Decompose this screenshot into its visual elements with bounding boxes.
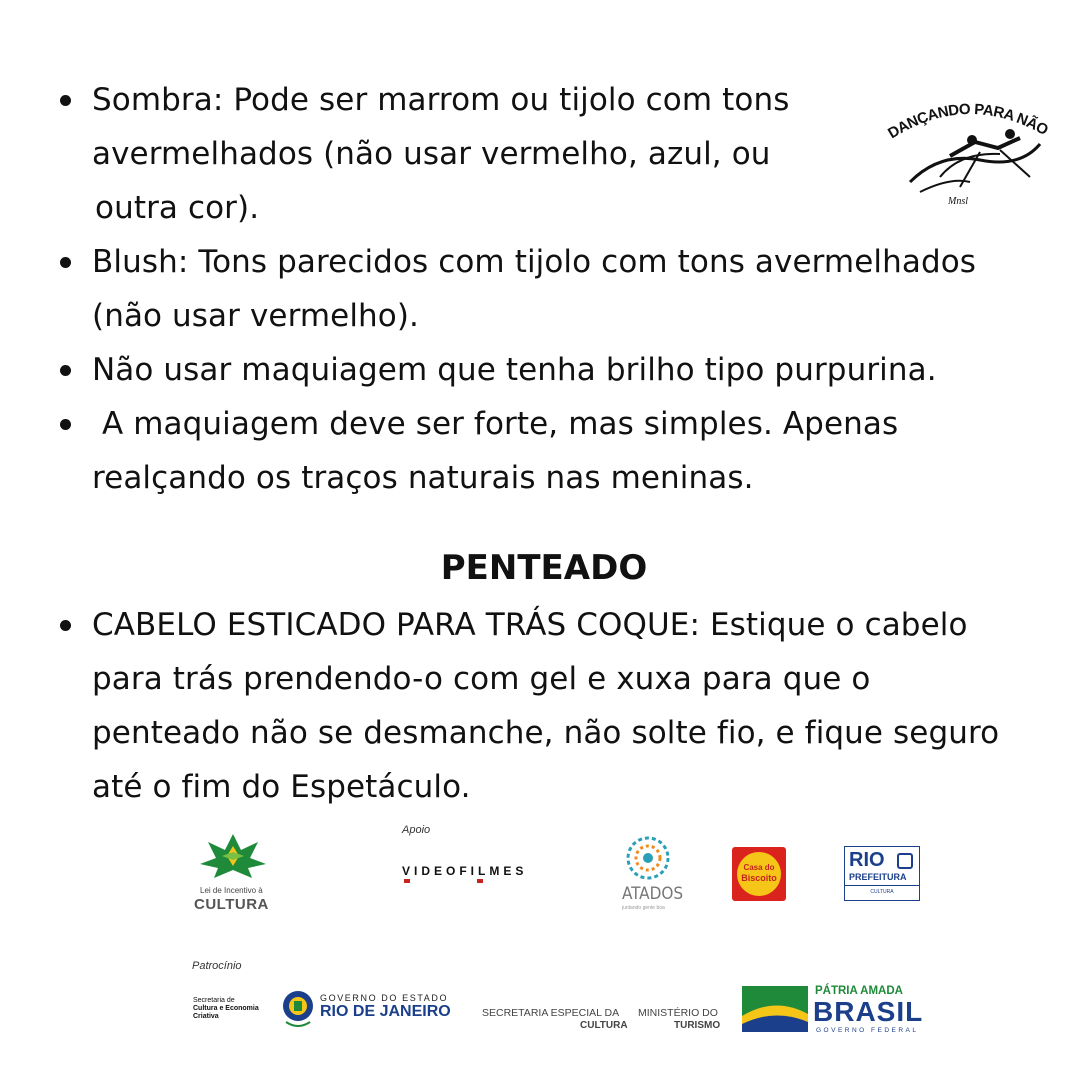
lei-incentivo-line2: CULTURA [194, 896, 269, 913]
governo-rj-crest-icon [280, 986, 316, 1030]
hair-item-1-line-1: CABELO ESTICADO PARA TRÁS COQUE: Estique o cabelo [92, 607, 968, 643]
dancers-illustration [880, 82, 1060, 212]
secretaria-cultura-line3: Criativa [193, 1013, 219, 1020]
rio-prefeitura-logo [844, 846, 920, 901]
brasil-line1: PÁTRIA AMADA [815, 985, 903, 997]
secretaria-especial-line1: SECRETARIA ESPECIAL DA [482, 1007, 620, 1019]
rio-crest-icon [897, 853, 913, 869]
svg-text:DANÇANDO PARA NÃO DANÇAR [880, 82, 1054, 142]
hair-item-1-line-4: até o fim do Espetáculo. [92, 769, 471, 805]
dance-company-logo [880, 82, 1060, 212]
casa-biscoito-line2: Biscoito [741, 873, 777, 883]
cultura-star-icon [188, 832, 278, 880]
makeup-item-1-line-2: avermelhados (não usar vermelho, azul, ou [92, 136, 771, 172]
atados-tagline: juntando gente boa [622, 905, 665, 911]
governo-rj-line1: GOVERNO DO ESTADO [320, 993, 449, 1003]
brasil-flag-icon [742, 986, 808, 1032]
brasil-line2: BRASIL [813, 996, 924, 1027]
hair-item-1-line-3: penteado não se desmanche, não solte fio, e fique seguro [92, 715, 1000, 751]
lei-incentivo-cultura-logo [188, 832, 278, 917]
brasil-line3: GOVERNO FEDERAL [816, 1027, 919, 1034]
casa-biscoito-line1: Casa do [743, 863, 775, 872]
prefeitura-text: PREFEITURA [849, 872, 907, 882]
atados-mandala-icon [616, 834, 680, 882]
patrocinio-label: Patrocínio [192, 960, 242, 972]
apoio-label: Apoio [402, 824, 431, 836]
section-heading-penteado: PENTEADO [440, 548, 648, 588]
bullet-icon [60, 95, 71, 106]
atados-name: ATADOS [622, 884, 684, 904]
atados-logo [616, 834, 684, 914]
hair-item-1-line-2: para trás prendendo-o com gel e xuxa para que o [92, 661, 871, 697]
secretaria-cultura-line1: Secretaria de [193, 997, 235, 1004]
videofilmes-red-mark [404, 879, 410, 883]
ministerio-line2: TURISMO [674, 1020, 721, 1031]
bullet-icon [60, 620, 71, 631]
videofilmes-red-mark [477, 879, 483, 883]
makeup-item-2-line-1: Blush: Tons parecidos com tijolo com tons avermelhados [92, 244, 977, 280]
bullet-icon [60, 419, 71, 430]
makeup-item-1-line-3: outra cor). [95, 190, 260, 226]
lei-incentivo-line1: Lei de Incentivo à [200, 886, 263, 895]
ministerio-line1: MINISTÉRIO DO [638, 1007, 718, 1019]
makeup-item-2-line-2: (não usar vermelho). [92, 298, 420, 334]
casa-do-biscoito-logo [732, 847, 786, 901]
logo-signature: Mnsl [948, 196, 968, 207]
makeup-item-4-line-1: A maquiagem deve ser forte, mas simples. Apenas [102, 406, 899, 442]
bullet-icon [60, 257, 71, 268]
governo-rj-line2: RIO DE JANEIRO [320, 1003, 451, 1020]
secretaria-especial-line2: CULTURA [580, 1020, 628, 1031]
rio-text: RIO [849, 849, 885, 871]
makeup-item-3-line-1: Não usar maquiagem que tenha brilho tipo purpurina. [92, 352, 937, 388]
secretaria-cultura-rj-logo [193, 997, 259, 1021]
makeup-item-4-line-2: realçando os traços naturais nas meninas. [92, 460, 754, 496]
bullet-icon [60, 365, 71, 376]
makeup-item-1-line-1: Sombra: Pode ser marrom ou tijolo com tons [92, 82, 790, 118]
rio-cultura-text: CULTURA [870, 889, 894, 895]
logo-arc-text: DANÇANDO PARA NÃO [885, 100, 1051, 143]
secretaria-cultura-line2: Cultura e Economia [193, 1005, 259, 1012]
videofilmes-logo: VIDEOFILMES [402, 864, 528, 878]
